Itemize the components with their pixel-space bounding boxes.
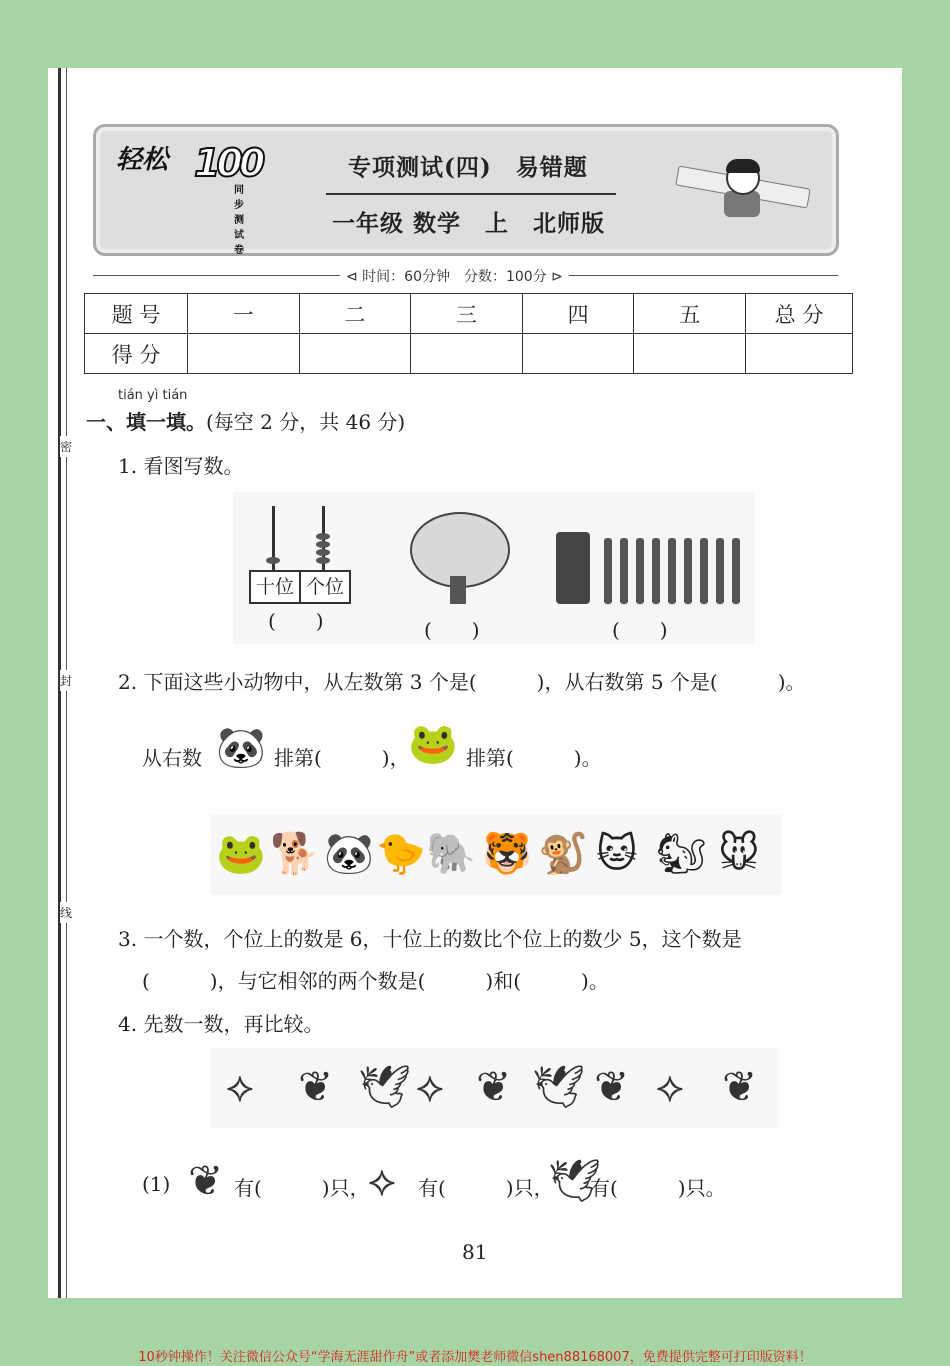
seal-xian: 线 — [60, 902, 72, 923]
section-pinyin: tián yì tián — [118, 388, 188, 403]
header-banner — [93, 124, 839, 256]
table-cell: 总 分 — [746, 294, 853, 334]
butterfly-icon: ❦ — [476, 1062, 512, 1111]
counting-stick — [700, 538, 708, 604]
score-input-cell[interactable] — [522, 334, 634, 374]
table-cell: 一 — [188, 294, 300, 334]
table-cell: 五 — [634, 294, 746, 334]
footer-notice: 10秒钟操作！关注微信公众号“学海无涯甜作舟”或者添加樊老师微信shen88168007，免费提供完整可打印版资料！ — [138, 1350, 812, 1365]
dragonfly-icon: ⟡ — [368, 1156, 396, 1205]
abacus-bead — [266, 557, 280, 564]
kid-illustration-hair — [726, 159, 760, 173]
logo-subtitle: 同步测试卷 — [234, 185, 244, 256]
table-cell: 二 — [299, 294, 411, 334]
frog-icon: 🐸 — [408, 721, 458, 767]
abacus-bead — [316, 533, 330, 540]
apple-tree-trunk — [450, 576, 466, 604]
q4-butterfly-count[interactable]: 有( )只， — [234, 1176, 370, 1200]
cat-icon: 🐱 — [596, 831, 638, 877]
elephant-icon: 🐘 — [426, 831, 476, 877]
q1-text: 1. 看图写数。 — [118, 454, 244, 478]
abacus-bead — [316, 549, 330, 556]
ones-place-box: 个位 — [299, 570, 351, 604]
score-input-cell[interactable] — [299, 334, 411, 374]
bundle-of-ten-sticks — [556, 532, 590, 604]
time-score-info: ⊲ 时间：60分钟 分数：100分 ⊳ — [340, 266, 569, 286]
q4-text: 4. 先数一数，再比较。 — [118, 1012, 324, 1036]
seal-feng: 封 — [60, 670, 72, 691]
score-table — [84, 293, 853, 374]
section-title: 一、填一填。 — [86, 410, 206, 434]
counting-stick — [636, 538, 644, 604]
score-input-cell[interactable] — [634, 334, 746, 374]
q1-answer-blank-2[interactable]: ( ) — [424, 618, 480, 642]
panda-icon: 🐼 — [216, 725, 266, 771]
counting-stick — [652, 538, 660, 604]
counting-stick — [716, 538, 724, 604]
monkey-icon: 🐒 — [538, 831, 588, 877]
q3-text-line1: 3. 一个数，个位上的数是 6，十位上的数比个位上的数少 5，这个数是 — [118, 927, 742, 951]
dove-icon: 🕊 — [532, 1062, 586, 1111]
tens-place-box: 十位 — [249, 570, 301, 604]
q2-frog-rank[interactable]: 排第( )。 — [466, 746, 602, 770]
panda-icon: 🐼 — [324, 831, 374, 877]
counting-stick — [684, 538, 692, 604]
dragonfly-icon: ⟡ — [416, 1062, 444, 1111]
score-input-cell[interactable] — [746, 334, 853, 374]
score-input-cell[interactable] — [188, 334, 300, 374]
butterfly-icon: ❦ — [298, 1062, 334, 1111]
butterfly-icon: ❦ — [722, 1062, 758, 1111]
q4-dove-count[interactable]: 有( )只。 — [590, 1176, 726, 1200]
dragonfly-icon: ⟡ — [226, 1062, 254, 1111]
counting-stick — [732, 538, 740, 604]
table-cell: 四 — [522, 294, 634, 334]
dragonfly-icon: ⟡ — [656, 1062, 684, 1111]
section-heading — [86, 406, 405, 435]
section-note: (每空 2 分，共 46 分) — [206, 410, 406, 434]
q2-panda-rank[interactable]: 排第( )， — [274, 746, 410, 770]
dove-icon: 🕊 — [548, 1156, 602, 1205]
frog-icon: 🐸 — [216, 831, 266, 877]
test-title: 专项测试(四) 易错题 — [348, 154, 588, 181]
logo-text: 轻松 — [116, 145, 169, 175]
seal-mi: 密 — [60, 436, 72, 457]
table-cell: 三 — [411, 294, 523, 334]
table-cell: 题 号 — [85, 294, 188, 334]
abacus-bead — [316, 541, 330, 548]
dog-icon: 🐕 — [270, 831, 320, 877]
squirrel-icon: 🐿 — [656, 831, 707, 877]
test-subtitle: 一年级 数学 上 北师版 — [332, 210, 606, 237]
dove-icon: 🕊 — [358, 1062, 412, 1111]
q3-text-line2[interactable]: ( )，与它相邻的两个数是( )和( )。 — [142, 969, 609, 993]
q4-dragonfly-count[interactable]: 有( )只， — [418, 1176, 554, 1200]
score-input-cell[interactable] — [411, 334, 523, 374]
table-cell: 得 分 — [85, 334, 188, 374]
score-table-header-row — [85, 294, 853, 334]
butterfly-icon: ❦ — [594, 1062, 630, 1111]
q1-answer-blank-3[interactable]: ( ) — [612, 618, 668, 642]
counting-stick — [668, 538, 676, 604]
mouse-icon: 🐭 — [718, 831, 760, 877]
counting-stick — [620, 538, 628, 604]
tiger-icon: 🐯 — [482, 831, 532, 877]
counting-stick — [604, 538, 612, 604]
q1-answer-blank-1[interactable]: ( ) — [268, 609, 324, 633]
logo — [116, 139, 262, 256]
page-number: 81 — [462, 1240, 488, 1264]
butterfly-icon: ❦ — [188, 1156, 224, 1205]
title-rule — [326, 193, 616, 195]
score-table-score-row — [85, 334, 853, 374]
q2-text: 2. 下面这些小动物中，从左数第 3 个是( )，从右数第 5 个是( )。 — [118, 670, 806, 694]
chick-icon: 🐤 — [376, 831, 426, 877]
q4-sub1-label: (1) — [142, 1172, 171, 1196]
abacus-bead — [316, 557, 330, 564]
q2-from-right-label: 从右数 — [142, 746, 202, 770]
logo-number: 100 — [194, 141, 262, 185]
